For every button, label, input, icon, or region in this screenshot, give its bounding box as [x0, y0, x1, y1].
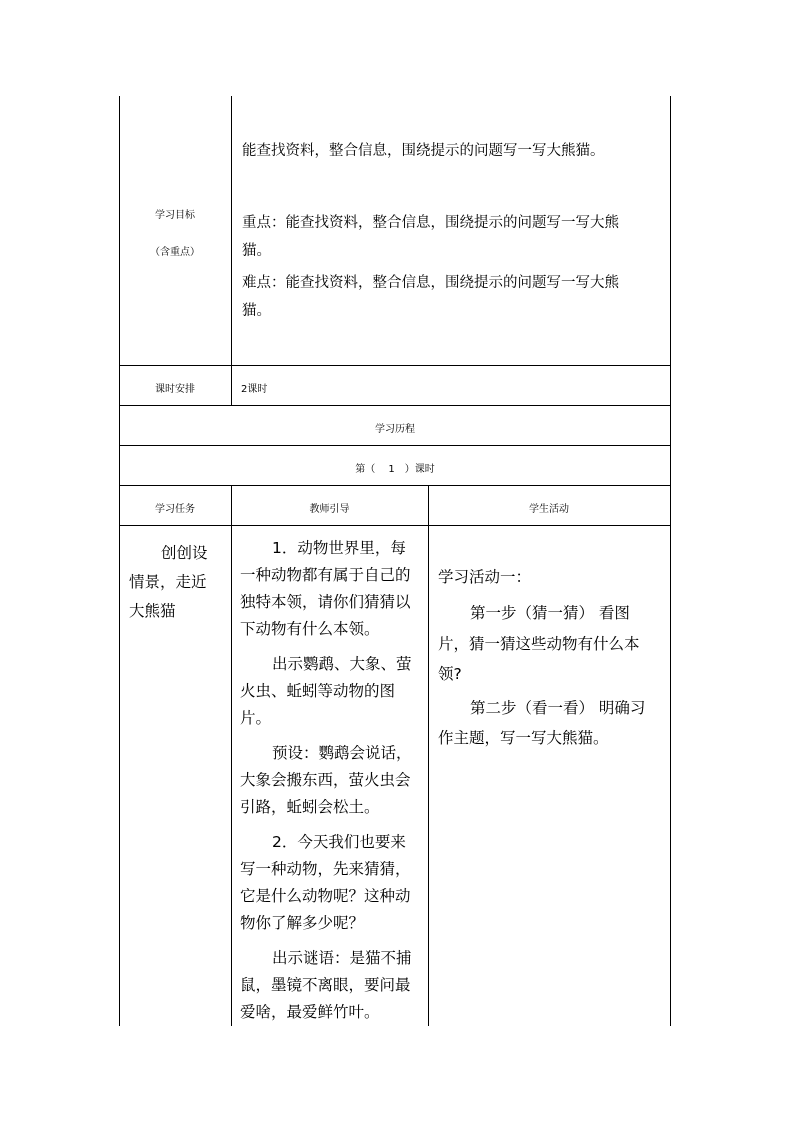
student-step1-line2: 片，猜一猜这些动物有什么本 — [438, 635, 640, 653]
student-step2-line1: 第二步（看一看） 明确习 — [470, 699, 646, 717]
objectives-goal: 能查找资料，整合信息，围绕提示的问题写一写大熊猫。 — [242, 143, 605, 159]
student-step1-line1: 第一步（猜一猜） 看图 — [470, 604, 630, 622]
teacher-p3-line3: 引路，蚯蚓会松土。 — [240, 798, 380, 816]
objectives-difficult-line1: 难点：能查找资料，整合信息，围绕提示的问题写一写大熊 — [242, 275, 619, 291]
objectives-key-line1: 重点：能查找资料，整合信息，围绕提示的问题写一写大熊 — [242, 215, 619, 231]
task-line-3: 大熊猫 — [129, 602, 176, 620]
teacher-p3-line2: 大象会搬东西，萤火虫会 — [240, 771, 411, 789]
column-header-teacher: 教师引导 — [309, 504, 350, 515]
col-divider-2 — [428, 485, 429, 1026]
teacher-p1-line3: 独特本领，请你们猜猜以 — [240, 593, 411, 611]
schedule-label: 课时安排 — [155, 384, 195, 395]
teacher-p1-line2: 一种动物都有属于自己的 — [240, 566, 411, 584]
teacher-p2-line2: 火虫、蚯蚓等动物的图 — [240, 682, 396, 700]
teacher-p2-line1: 出示鹦鹉、大象、萤 — [272, 655, 412, 673]
table-border-left — [119, 96, 120, 1026]
student-step1-line3: 领? — [438, 665, 462, 683]
student-step2-line2: 作主题，写一写大熊猫。 — [438, 729, 609, 747]
teacher-p4-line4: 物你了解多少呢？ — [240, 914, 365, 932]
lesson-header: 第（ 1 ）课时 — [355, 464, 435, 475]
teacher-p5-line3: 爱啥，最爱鲜竹叶。 — [240, 1003, 380, 1021]
column-header-student: 学生活动 — [529, 504, 569, 515]
teacher-p3-line1: 预设：鹦鹉会说话， — [272, 744, 412, 762]
objectives-key-line2: 猫。 — [242, 243, 271, 259]
col-divider-1 — [231, 485, 232, 1026]
teacher-p4-line1: 2．今天我们也要来 — [272, 833, 406, 851]
col-divider-label — [231, 96, 232, 405]
task-line-2: 情景，走近 — [129, 573, 207, 591]
process-header: 学习历程 — [375, 424, 415, 435]
row-divider-5 — [119, 525, 671, 526]
teacher-p1-line1: 1．动物世界里，每 — [272, 539, 406, 557]
teacher-p2-line3: 片。 — [240, 709, 272, 727]
row-divider-3 — [119, 445, 671, 446]
teacher-p5-line2: 鼠，墨镜不离眼，要问最 — [240, 976, 411, 994]
objectives-label: 学习目标 — [155, 210, 195, 221]
objectives-difficult-line2: 猫。 — [242, 303, 271, 319]
row-divider-1 — [119, 365, 671, 366]
teacher-p4-line3: 它是什么动物呢？这种动 — [240, 887, 411, 905]
column-header-task: 学习任务 — [155, 504, 195, 515]
schedule-value: 2课时 — [241, 384, 268, 395]
teacher-p5-line1: 出示谜语：是猫不捕 — [272, 949, 412, 967]
objectives-sublabel: （含重点） — [150, 247, 200, 258]
teacher-p4-line2: 写一种动物，先来猜猜， — [240, 860, 411, 878]
row-divider-4 — [119, 485, 671, 486]
row-divider-2 — [119, 405, 671, 406]
table-border-right — [670, 96, 671, 1026]
task-line-1: 创创设 — [161, 544, 208, 562]
student-title: 学习活动一： — [438, 568, 532, 586]
teacher-p1-line4: 下动物有什么本领。 — [240, 620, 380, 638]
